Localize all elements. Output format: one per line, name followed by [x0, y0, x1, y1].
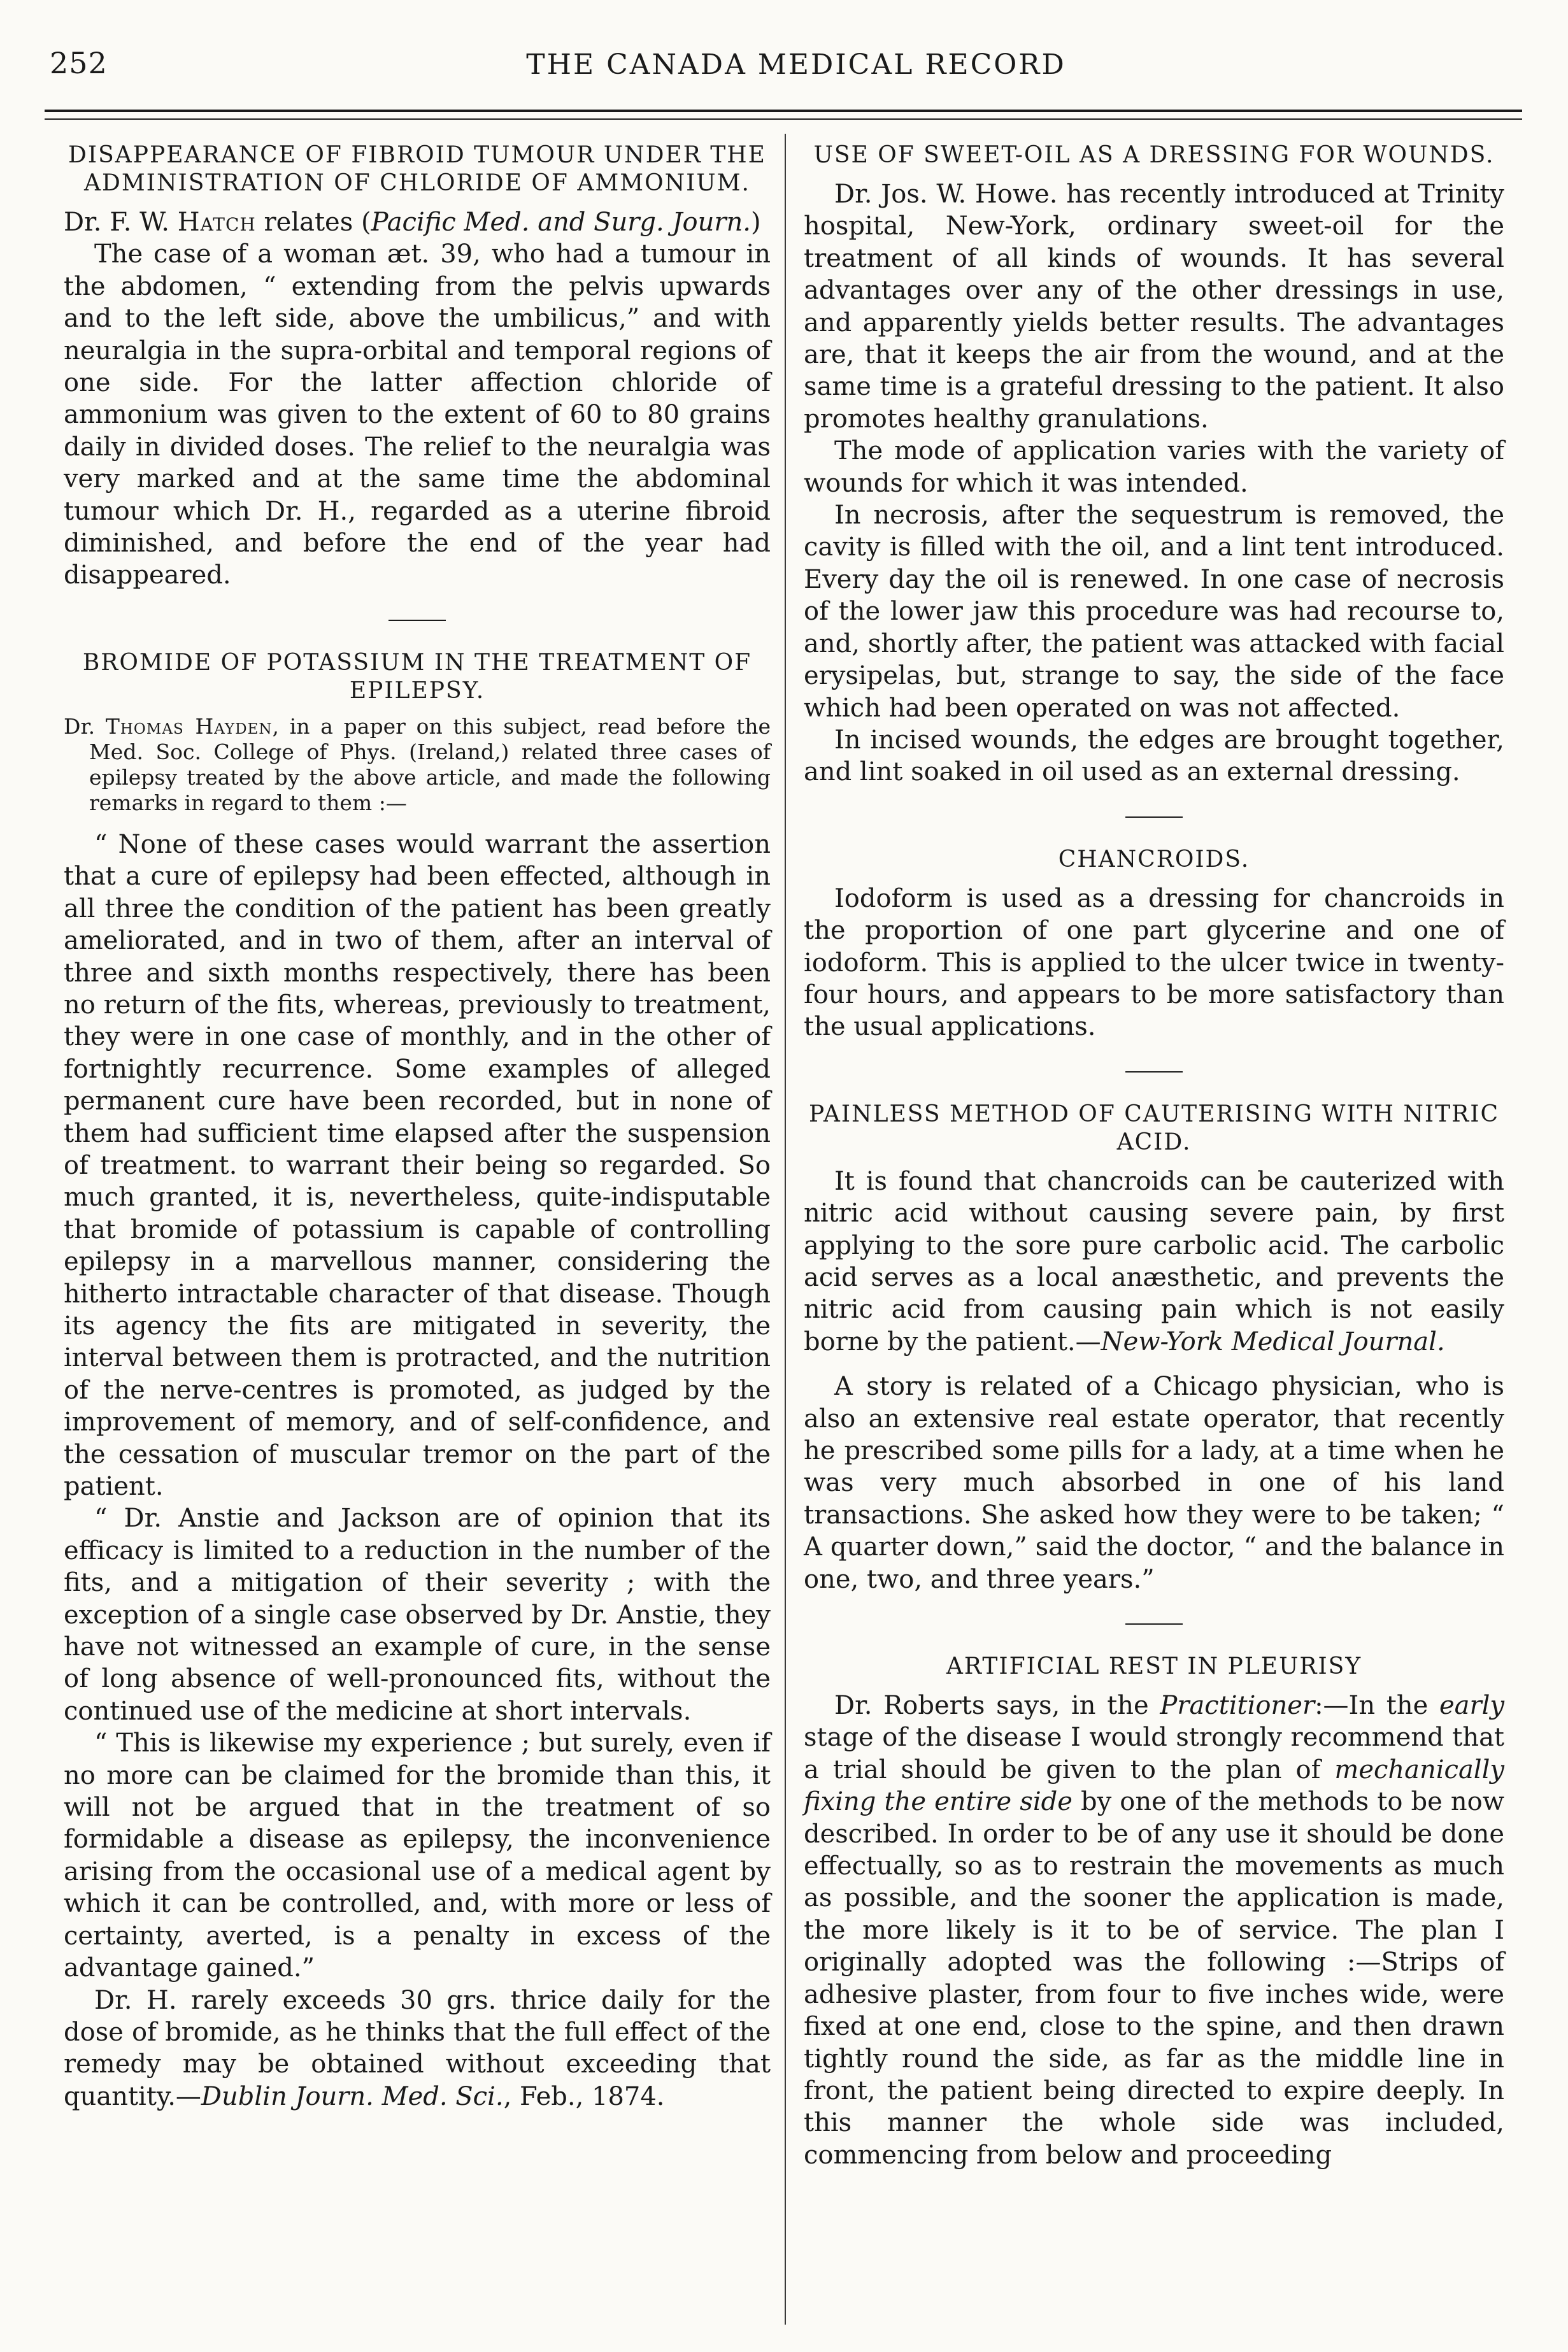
left-column — [64, 134, 771, 2113]
paragraph: It is found that chancroids can be cauterized with nitric acid without causing severe pain, by first applying to the sore pure carbolic acid. The carbolic acid serves as a local anæsthetic, and prevents the nitric acid from causing pain which is not easily borne by the patient.—New-York Medical Journal. — [804, 1166, 1504, 1357]
paragraph: The mode of application varies with the variety of wounds for which it was intended. — [804, 436, 1504, 498]
page-header — [0, 0, 1568, 102]
article-byline: Dr. F. W. Hatch relates (Pacific Med. and Surg. Journ.) — [64, 208, 761, 237]
article-title-bromide-epilepsy: BROMIDE OF POTASSIUM IN THE TREATMENT OF EPILEPSY. — [82, 649, 752, 704]
header-rule-thick — [45, 110, 1522, 112]
paragraph: Dr. Jos. W. Howe. has recently introduced at Trinity hospital, New-York, ordinary sweet-oil for the treatment of all kinds of wounds. It has several advantages over any of the other dressings in use, and apparently yields better results. The advantages are, that it keeps the air from the wound, and at the same time is a grateful dressing to the patient. It also promotes healthy granulations. — [804, 180, 1504, 434]
paragraph: Iodoform is used as a dressing for chancroids in the proportion of one part glycerine and one of iodoform. This is applied to the ulcer twice in twenty-four hours, and appears to be more satisfactory than the usual applications. — [804, 883, 1504, 1042]
section-separator — [1125, 816, 1183, 818]
paragraph: In necrosis, after the sequestrum is removed, the cavity is filled with the oil, and a lint tent introduced. Every day the oil is renewed. In one case of necrosis of the lower jaw this procedure was had recourse to, and, shortly after, the patient was attacked with facial erysipelas, but, strange to say, the side of the face which had been operated on was not affected. — [804, 501, 1504, 723]
paragraph: Dr. Roberts says, in the Practitioner:—In the early stage of the disease I would strongly recommend that a trial should be given to the plan of mechanically fixing the entire side by one of the methods to be now described. In order to be of any use it should be done effectually, so as to restrain the movements as much as possible, and the sooner the application is made, the more likely is it to be of service. The plan I originally adopted was the following :—Strips of adhesive plaster, from four to five inches wide, were fixed at one end, close to the spine, and then drawn tightly round the side, as far as the middle line in front, the patient being directed to expire deeply. In this manner the whole side was included, commencing from below and proceeding — [804, 1691, 1505, 2170]
column-divider — [785, 134, 786, 2325]
source-citation: Dublin Journ. Med. Sci. — [201, 2081, 504, 2111]
section-separator — [1125, 1071, 1183, 1073]
section-separator — [1125, 1623, 1183, 1625]
article-title-chancroids: CHANCROIDS. — [1058, 846, 1250, 873]
author-name: Thomas Hayden — [105, 713, 273, 739]
paragraph: A story is related of a Chicago physician, who is also an extensive real estate operator, that recently he prescribed some pills for a lady, at a time when he was very much absorbed in one of his land transactions. She asked how they were to be taken; “ A quarter down,” said the doctor, “ and the balance in one, two, and three years.” — [804, 1372, 1504, 1594]
article-title-sweet-oil: USE OF SWEET-OIL AS A DRESSING FOR WOUNDS. — [813, 142, 1495, 168]
article-title-pleurisy: ARTIFICIAL REST IN PLEURISY — [946, 1653, 1362, 1680]
right-column — [804, 134, 1504, 2171]
section-separator — [388, 620, 446, 621]
source-citation: Pacific Med. and Surg. Journ. — [371, 208, 751, 237]
paragraph: “ Dr. Anstie and Jackson are of opinion that its efficacy is limited to a reduction in the number of the fits, and a mitigation of their severity ; with the exception of a single case observed by Dr. Anstie, they have not witnessed an example of cure, in the sense of long absence of well-pronounced fits, without the continued use of the medicine at short intervals. — [64, 1504, 771, 1726]
paragraph: “ None of these cases would warrant the assertion that a cure of epilepsy had been effected, although in all three the condition of the patient has been greatly ameliorated, and in two of them, after an interval of three and sixth months respectively, there has been no return of the fits, whereas, previously to treatment, they were in one case of monthly, and in the other of fortnightly recurrence. Some examples of alleged permanent cure have been recorded, but in none of them had sufficient time elapsed after the suspension of treatment. to warrant their being so regarded. So much granted, it is, nevertheless, quite-indisputable that bromide of potassium is capable of controlling epilepsy in a marvellous manner, considering the hitherto intractable character of that disease. Though its agency the fits are mitigated in severity, the interval between them is protracted, and the nutrition of the nerve-centres is promoted, as judged by the improvement of memory, and of self-confidence, and the cessation of muscular tremor on the part of the patient. — [64, 829, 771, 1501]
paragraph: Dr. H. rarely exceeds 30 grs. thrice daily for the dose of bromide, as he thinks that the full effect of the remedy may be obtained without exceeding that quantity.—Dublin Journ. Med. Sci., Feb., 1874. — [64, 1985, 771, 2111]
paragraph: The case of a woman æt. 39, who had a tumour in the abdomen, “ extending from the pelvis upwards and to the left side, above the umbilicus,” and with neuralgia in the supra-orbital and temporal regions of one side. For the latter affection chloride of ammonium was given to the extent of 60 to 80 grains daily in divided doses. The relief to the neuralgia was very marked and at the same time the abdominal tumour which Dr. H., regarded as a uterine fibroid diminished, and before the end of the year had disappeared. — [64, 239, 771, 590]
article-intro: Dr. Thomas Hayden, in a paper on this subject, read before the Med. Soc. College of Phys. (Ireland,) related three cases of epilepsy treated by the above article, and made the following remarks in regard to them :— — [64, 713, 771, 815]
paragraph: In incised wounds, the edges are brought together, and lint soaked in oil used as an external dressing. — [804, 725, 1504, 787]
running-head: THE CANADA MEDICAL RECORD — [526, 48, 1066, 81]
source-citation: New-York Medical Journal. — [1101, 1327, 1445, 1357]
author-name: Hatch — [177, 208, 256, 237]
header-rule-thin — [45, 118, 1522, 120]
article-title-cauterising: PAINLESS METHOD OF CAUTERISING WITH NITRIC ACID. — [808, 1101, 1500, 1155]
article-title-fibroid-tumour: DISAPPEARANCE OF FIBROID TUMOUR UNDER THE ADMINISTRATION OF CHLORIDE OF AMMONIUM. — [68, 142, 766, 196]
paragraph: “ This is likewise my experience ; but surely, even if no more can be claimed for the bromide than this, it will not be argued that in the treatment of so formidable a disease as epilepsy, the inconvenience arising from the occasional use of a medical agent by which it can be controlled, and, with more or less of certainty, averted, is a penalty in excess of the advantage gained.” — [64, 1728, 771, 1983]
page-number: 252 — [50, 46, 108, 80]
